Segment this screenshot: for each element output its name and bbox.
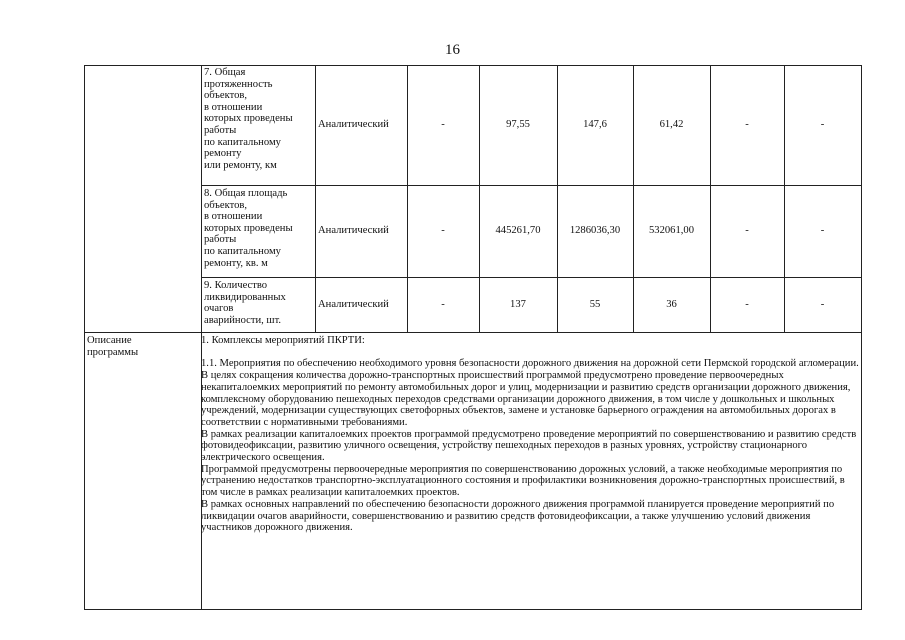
paragraph: Программой предусмотрены первоочередные мероприятия по совершенствованию дорожных условий, а также необходимые мероприятия по устранению недостатков транспортно-эксплуатационного состояния и профилактики возникновения дорожно-транспортных происшествий, в том числе в рамках реализации капиталоемких проектов. (201, 463, 845, 499)
value-cell: - (745, 119, 749, 131)
value-cell: - (820, 298, 825, 310)
indicator-table (84, 65, 862, 610)
table-border-right (861, 65, 862, 610)
value-cell: - (441, 225, 445, 237)
value-cell: - (820, 225, 825, 237)
paragraph: В рамках основных направлений по обеспечению безопасности дорожного движения программой планируется проведение мероприятий по ликвидации очагов аварийности, совершенствованию и развитию средств фотовидеофиксации, а также улучшению условий движения участников дорожного движения. (201, 498, 835, 534)
method-cell: Аналитический (318, 225, 389, 237)
value-cell: - (441, 119, 445, 131)
column-divider (315, 65, 316, 332)
method-cell: Аналитический (318, 119, 389, 131)
value-cell: - (745, 298, 749, 310)
section-heading: 1. Комплексы мероприятий ПКРТИ: (201, 335, 365, 346)
indicator-label: 9. Количество ликвидированных очагов аварийности, шт. (204, 280, 286, 326)
section-description (201, 335, 859, 534)
value-cell: 36 (666, 298, 677, 310)
section-subheading: 1.1. Мероприятия по обеспечению необходимого уровня безопасности дорожного движения на дорожной сети Пермской городской агломерации. (201, 358, 859, 370)
page-number: 16 (445, 42, 460, 58)
value-cell: 532061,00 (648, 225, 695, 237)
paragraph: В рамках реализации капиталоемких проектов программой предусмотрено проведение мероприятий по совершенствованию и развитию средств фотовидеофиксации, развитию уличного освещения, устройству пешеходных переходов в разных уровнях, устройству стационарного электрического освещения. (201, 428, 857, 464)
value-cell: 97,55 (506, 119, 530, 131)
value-cell: - (820, 119, 825, 131)
value-cell: - (441, 298, 445, 310)
table-border-left (84, 65, 85, 610)
indicator-label: 7. Общая протяженность объектов, в отношении которых проведены работы по капитальному ремонту или ремонту, км (204, 67, 293, 171)
value-cell: 55 (589, 298, 601, 310)
paragraph: В целях сокращения количества дорожно-транспортных происшествий программой предусмотрено проведение первоочередных некапиталоемких мероприятий по ремонту автомобильных дорог и улиц, модернизации и развитию средств организации дорожного движения, комплексному оборудованию пешеходных переходов средствами организации дорожного движения, в том числе у дошкольных и школьных учреждений, модернизации существующих светофорных объектов, замене и установке барьерного ограждения на автомобильных дорогах в соответствии с нормативными требованиями. (201, 370, 851, 428)
value-cell: 1286036,30 (569, 225, 621, 237)
value-cell: - (745, 225, 749, 237)
value-cell: 137 (510, 298, 526, 310)
indicator-label: 8. Общая площадь объектов, в отношении которых проведены работы по капитальному ремонту, кв. м (204, 188, 293, 269)
section-label: Описание программы (87, 335, 139, 358)
value-cell: 61,42 (659, 119, 684, 131)
value-cell: 147,6 (583, 119, 607, 131)
method-cell: Аналитический (318, 298, 389, 310)
value-cell: 445261,70 (495, 225, 541, 237)
